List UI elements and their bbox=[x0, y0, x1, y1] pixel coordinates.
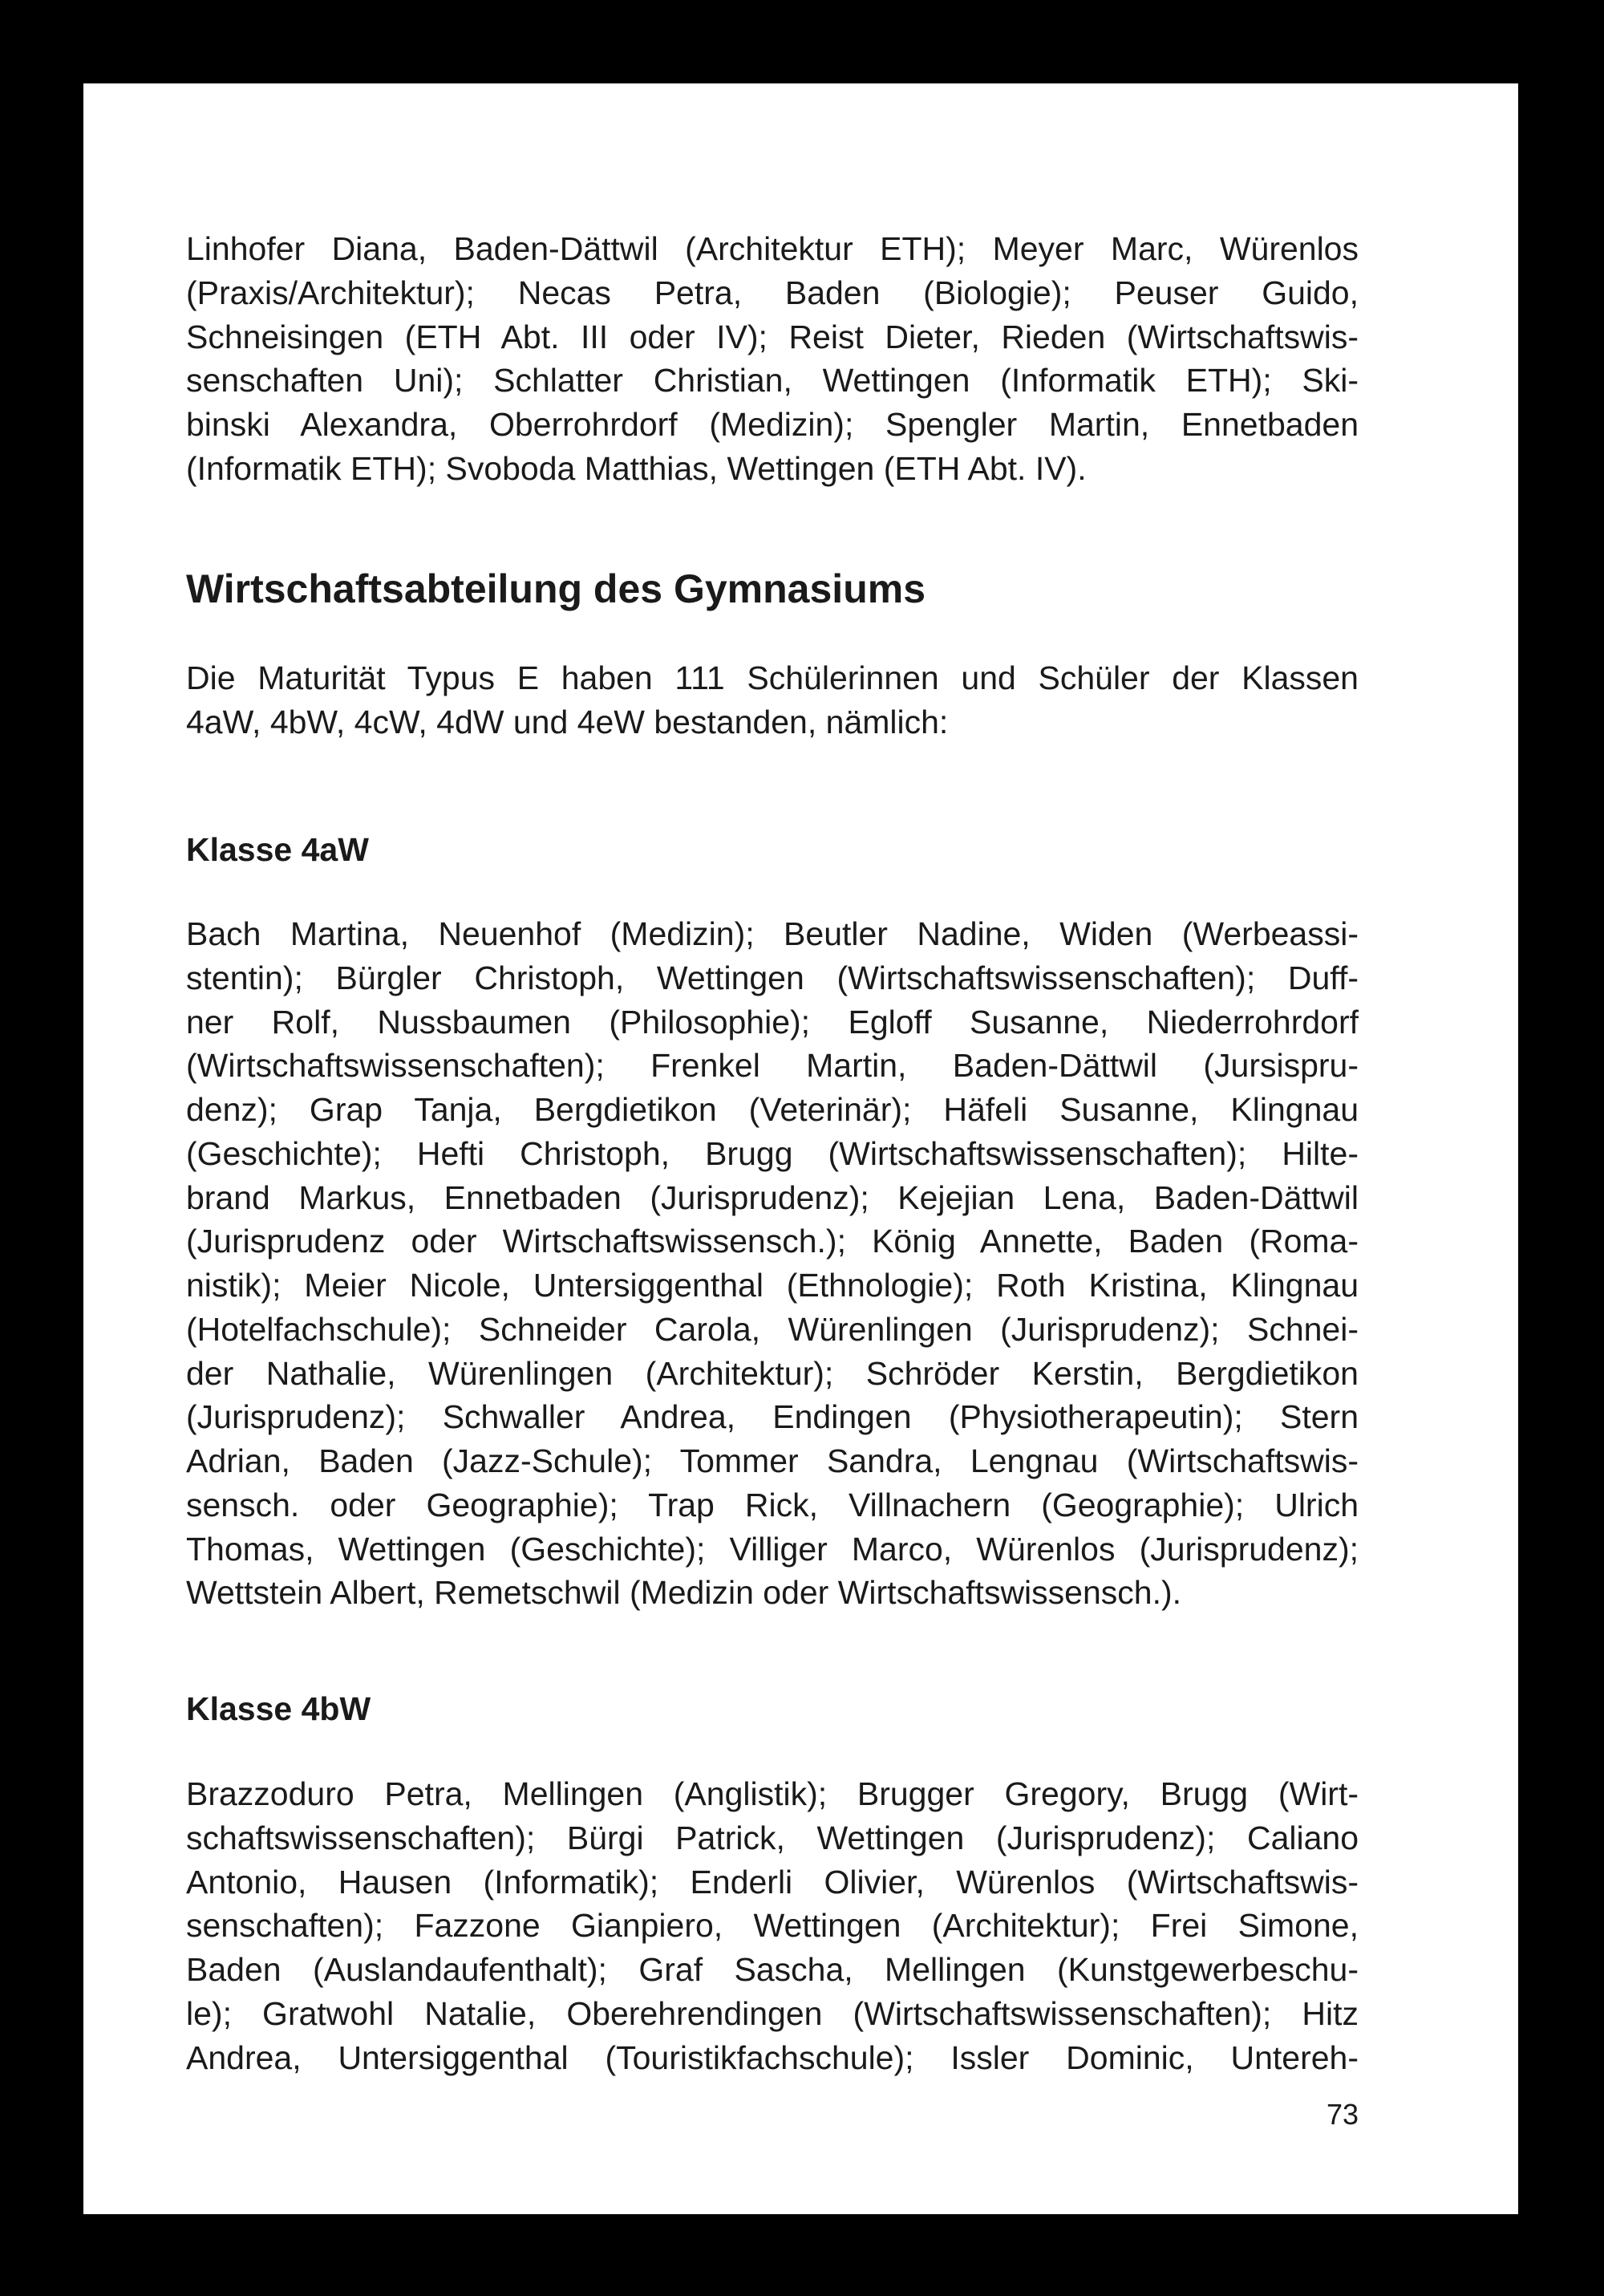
text-line: Die Maturität Typus E haben 111 Schülerinnen und Schüler der Klassen bbox=[186, 659, 1359, 696]
text-line: (Hotelfachschule); Schneider Carola, Würenlingen (Jurisprudenz); Schnei- bbox=[186, 1310, 1359, 1348]
text-line: nistik); Meier Nicole, Untersiggenthal (Ethnologie); Roth Kristina, Klingnau bbox=[186, 1267, 1359, 1304]
text-line: (Informatik ETH); Svoboda Matthias, Wettingen (ETH Abt. IV). bbox=[186, 449, 1087, 487]
page-number: 73 bbox=[1326, 2098, 1359, 2131]
text-line: (Jurisprudenz oder Wirtschaftswissensch.); König Annette, Baden (Roma- bbox=[186, 1223, 1359, 1260]
text-line: (Wirtschaftswissenschaften); Frenkel Martin, Baden-Dättwil (Jursispru- bbox=[186, 1047, 1359, 1085]
class-4bw-heading: Klasse 4bW bbox=[186, 1690, 371, 1727]
text-line: le); Gratwohl Natalie, Oberehrendingen (Wirtschaftswissenschaften); Hitz bbox=[186, 1994, 1359, 2032]
class-4aw-list bbox=[186, 912, 1359, 1615]
text-line: (Jurisprudenz); Schwaller Andrea, Endingen (Physiotherapeutin); Stern bbox=[186, 1398, 1359, 1436]
text-line: schaftswissenschaften); Bürgi Patrick, Wettingen (Jurisprudenz); Caliano bbox=[186, 1819, 1359, 1856]
text-line: senschaften); Fazzone Gianpiero, Wettingen (Architektur); Frei Simone, bbox=[186, 1907, 1359, 1945]
text-line: Brazzoduro Petra, Mellingen (Anglistik); Brugger Gregory, Brugg (Wirt- bbox=[186, 1775, 1359, 1812]
text-line: senschaften Uni); Schlatter Christian, Wettingen (Informatik ETH); Ski- bbox=[186, 362, 1359, 400]
text-line: Wettstein Albert, Remetschwil (Medizin oder Wirtschaftswissensch.). bbox=[186, 1574, 1182, 1612]
text-line: denz); Grap Tanja, Bergdietikon (Veterinär); Häfeli Susanne, Klingnau bbox=[186, 1091, 1359, 1128]
text-line: Antonio, Hausen (Informatik); Enderli Olivier, Würenlos (Wirtschaftswis- bbox=[186, 1863, 1359, 1900]
class-4aw-heading: Klasse 4aW bbox=[186, 831, 369, 868]
text-line: Thomas, Wettingen (Geschichte); Villiger Marco, Würenlos (Jurisprudenz); bbox=[186, 1530, 1359, 1568]
text-line: 4aW, 4bW, 4cW, 4dW und 4eW bestanden, nämlich: bbox=[186, 703, 949, 740]
text-line: ner Rolf, Nussbaumen (Philosophie); Egloff Susanne, Niederrohrdorf bbox=[186, 1003, 1359, 1041]
text-line: Andrea, Untersiggenthal (Touristikfachschule); Issler Dominic, Untereh- bbox=[186, 2038, 1359, 2076]
text-line: Baden (Auslandaufenthalt); Graf Sascha, Mellingen (Kunstgewerbeschu- bbox=[186, 1951, 1359, 1988]
text-line: (Geschichte); Hefti Christoph, Brugg (Wirtschaftswissenschaften); Hilte- bbox=[186, 1134, 1359, 1172]
text-line: brand Markus, Ennetbaden (Jurisprudenz); Kejejian Lena, Baden-Dättwil bbox=[186, 1178, 1359, 1216]
text-line: (Praxis/Architektur); Necas Petra, Baden (Biologie); Peuser Guido, bbox=[186, 274, 1359, 311]
text-line: sensch. oder Geographie); Trap Rick, Villnachern (Geographie); Ulrich bbox=[186, 1486, 1359, 1523]
text-line: Schneisingen (ETH Abt. III oder IV); Reist Dieter, Rieden (Wirtschaftswis- bbox=[186, 318, 1359, 355]
intro-paragraph bbox=[186, 656, 1359, 744]
class-4bw-list bbox=[186, 1772, 1359, 2079]
text-line: der Nathalie, Würenlingen (Architektur); Schröder Kerstin, Bergdietikon bbox=[186, 1354, 1359, 1392]
text-line: stentin); Bürgler Christoph, Wettingen (Wirtschaftswissenschaften); Duff- bbox=[186, 959, 1359, 996]
text-line: Bach Martina, Neuenhof (Medizin); Beutler Nadine, Widen (Werbeassi- bbox=[186, 915, 1359, 952]
continued-paragraph bbox=[186, 227, 1359, 491]
text-line: binski Alexandra, Oberrohrdorf (Medizin); Spengler Martin, Ennetbaden bbox=[186, 406, 1359, 443]
text-line: Linhofer Diana, Baden-Dättwil (Architektur ETH); Meyer Marc, Würenlos bbox=[186, 230, 1359, 267]
text-line: Adrian, Baden (Jazz-Schule); Tommer Sandra, Lengnau (Wirtschaftswis- bbox=[186, 1442, 1359, 1479]
section-heading: Wirtschaftsabteilung des Gymnasiums bbox=[186, 566, 926, 611]
